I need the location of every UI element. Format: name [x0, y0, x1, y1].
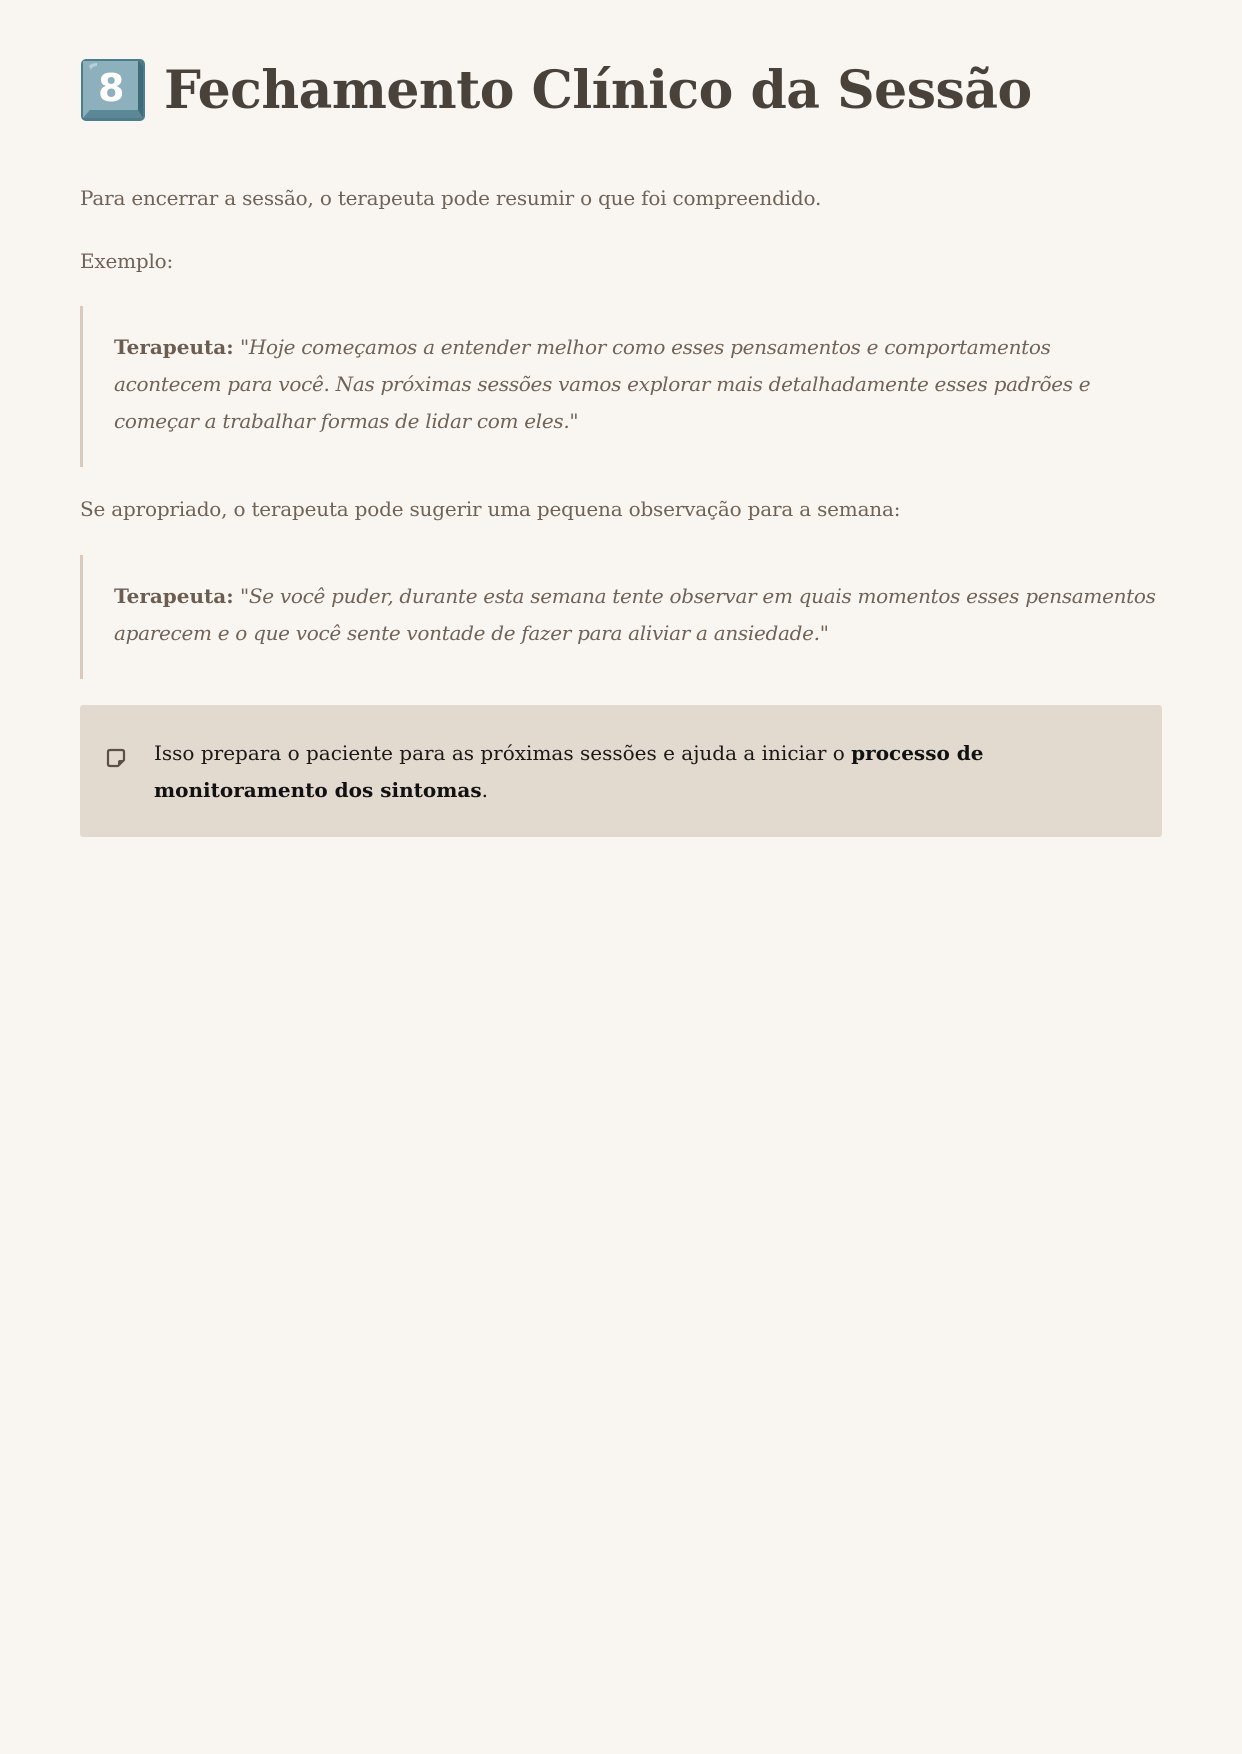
- quote-text: "Se você puder, durante esta semana tente observar em quais momentos esses pensamentos aparecem e o que você sente vontade de fazer para aliviar a ansiedade.": [114, 584, 1156, 645]
- keycap-eight-icon: [80, 58, 146, 122]
- quote-speaker: Terapeuta:: [114, 335, 234, 359]
- page-title: [80, 58, 1032, 122]
- callout-text-end: .: [481, 778, 488, 802]
- intro-paragraph: Para encerrar a sessão, o terapeuta pode resumir o que foi compreendido.: [80, 186, 822, 210]
- callout-emphasis: processo de monitoramento dos sintomas: [154, 741, 984, 802]
- suggestion-paragraph: Se apropriado, o terapeuta pode sugerir uma pequena observação para a semana:: [80, 497, 901, 521]
- svg-text:8: 8: [98, 66, 124, 110]
- example-label: Exemplo:: [80, 249, 174, 273]
- quote-speaker: Terapeuta:: [114, 584, 234, 608]
- note-icon: [105, 744, 127, 766]
- callout-text: Isso prepara o paciente para as próximas sessões e ajuda a iniciar o: [154, 741, 852, 765]
- therapist-quote-summary: [80, 306, 1162, 467]
- callout-box: [80, 705, 1162, 837]
- quote-text: "Hoje começamos a entender melhor como esses pensamentos e comportamentos acontecem para você. Nas próximas sessões vamos explorar mais detalhadamente esses padrões e começar a trabalhar formas de lidar com eles.": [114, 335, 1091, 433]
- page-title-text: Fechamento Clínico da Sessão: [164, 59, 1032, 121]
- therapist-quote-homework: [80, 555, 1162, 679]
